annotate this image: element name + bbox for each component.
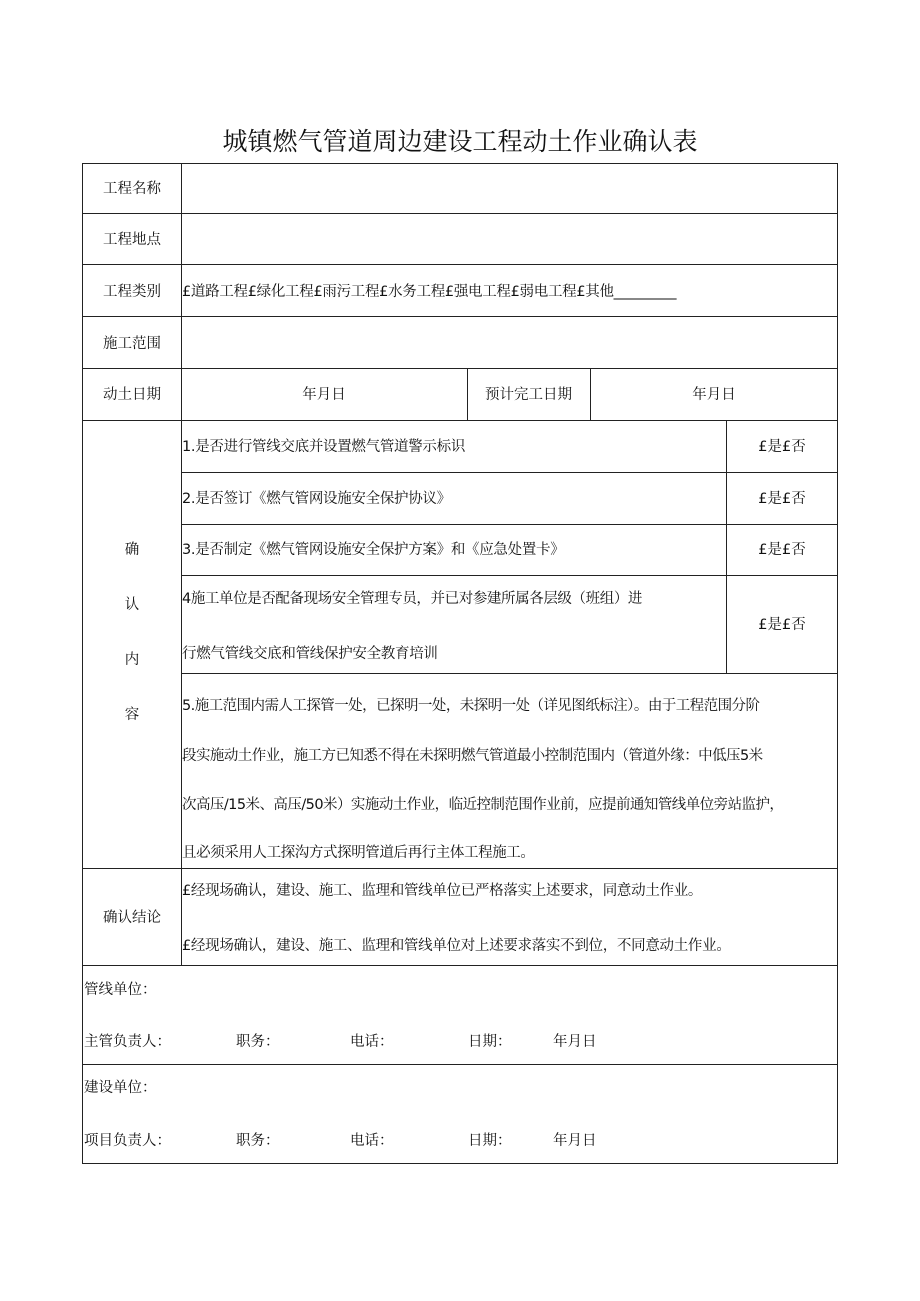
row-divider	[83, 213, 838, 214]
construction-unit-label: 建设单位：	[84, 1080, 157, 1096]
start-date-label: 动土日期	[103, 387, 161, 403]
confirm-item-4-choice[interactable]: £是£否	[758, 617, 806, 633]
confirm-item-1: 1.是否进行管线交底并设置燃气管道警示标识	[182, 439, 466, 455]
row-divider	[83, 264, 838, 265]
pipeline-date-label: 日期：	[468, 1034, 512, 1050]
row-divider	[83, 1064, 838, 1065]
start-date-value[interactable]: 年月日	[302, 387, 346, 403]
confirm-item-5-line: 且必须采用人工探沟方式探明管道后再行主体工程施工。	[182, 845, 535, 861]
pipeline-date-value[interactable]: 年月日	[553, 1034, 597, 1050]
confirm-item-5-line: 5.施工范围内需人工探管一处，已探明一处，未探明一处（详见图纸标注）。由于工程范围分阶	[182, 698, 760, 714]
confirm-item-3-choice[interactable]: £是£否	[758, 542, 806, 558]
construction-date-value[interactable]: 年月日	[553, 1133, 597, 1149]
confirm-item-4-line2: 行燃气管线交底和管线保护安全教育培训	[182, 646, 438, 662]
confirm-item-5-line: 段实施动土作业，施工方已知悉不得在未探明燃气管道最小控制范围内（管道外缘：中低压5米	[182, 748, 763, 764]
pipeline-position-label: 职务：	[236, 1034, 280, 1050]
confirm-item-3: 3.是否制定《燃气管网设施安全保护方案》和《应急处置卡》	[182, 542, 565, 558]
row-divider	[83, 368, 838, 369]
confirm-char: 容	[124, 707, 140, 723]
row-divider	[83, 420, 838, 421]
row-divider	[83, 316, 838, 317]
row-divider	[83, 965, 838, 966]
confirm-item-5-line: 次高压/15米、高压/50米）实施动土作业，临近控制范围作业前，应提前通知管线单位旁站监护，	[182, 797, 784, 813]
construction-scope-label: 施工范围	[103, 336, 161, 352]
expected-completion-value[interactable]: 年月日	[692, 387, 736, 403]
confirm-char: 确	[124, 542, 140, 558]
project-name-label: 工程名称	[103, 181, 161, 197]
project-category-label: 工程类别	[103, 284, 161, 300]
project-location-label: 工程地点	[103, 232, 161, 248]
conclusion-option-agree[interactable]: £经现场确认，建设、施工、监理和管线单位已严格落实上述要求，同意动土作业。	[182, 883, 703, 899]
confirm-char: 认	[124, 597, 140, 613]
confirm-char: 内	[124, 652, 140, 668]
construction-phone-label: 电话：	[350, 1133, 394, 1149]
row-divider	[181, 575, 838, 576]
construction-person-label: 项目负责人：	[84, 1133, 171, 1149]
pipeline-person-label: 主管负责人：	[84, 1034, 171, 1050]
form-title: 城镇燃气管道周边建设工程动土作业确认表	[222, 127, 698, 156]
pipeline-unit-label: 管线单位：	[84, 982, 157, 998]
confirm-item-2: 2.是否签订《燃气管网设施安全保护协议》	[182, 491, 451, 507]
pipeline-phone-label: 电话：	[350, 1034, 394, 1050]
construction-position-label: 职务：	[236, 1133, 280, 1149]
row-divider	[83, 868, 838, 869]
category-options[interactable]: £道路工程£绿化工程£雨污工程£水务工程£强电工程£弱电工程£其他_________	[182, 284, 677, 300]
confirm-item-1-choice[interactable]: £是£否	[758, 439, 806, 455]
conclusion-label: 确认结论	[103, 910, 161, 926]
construction-date-label: 日期：	[468, 1133, 512, 1149]
row-divider	[181, 524, 838, 525]
confirm-item-2-choice[interactable]: £是£否	[758, 491, 806, 507]
conclusion-option-disagree[interactable]: £经现场确认，建设、施工、监理和管线单位对上述要求落实不到位，不同意动土作业。	[182, 938, 731, 954]
confirm-item-4-line1: 4施工单位是否配备现场安全管理专员，并已对参建所属各层级（班组）进	[182, 591, 643, 607]
row-divider	[181, 673, 838, 674]
expected-completion-label: 预计完工日期	[485, 387, 572, 403]
row-divider	[181, 472, 838, 473]
confirmation-form	[82, 163, 838, 1164]
